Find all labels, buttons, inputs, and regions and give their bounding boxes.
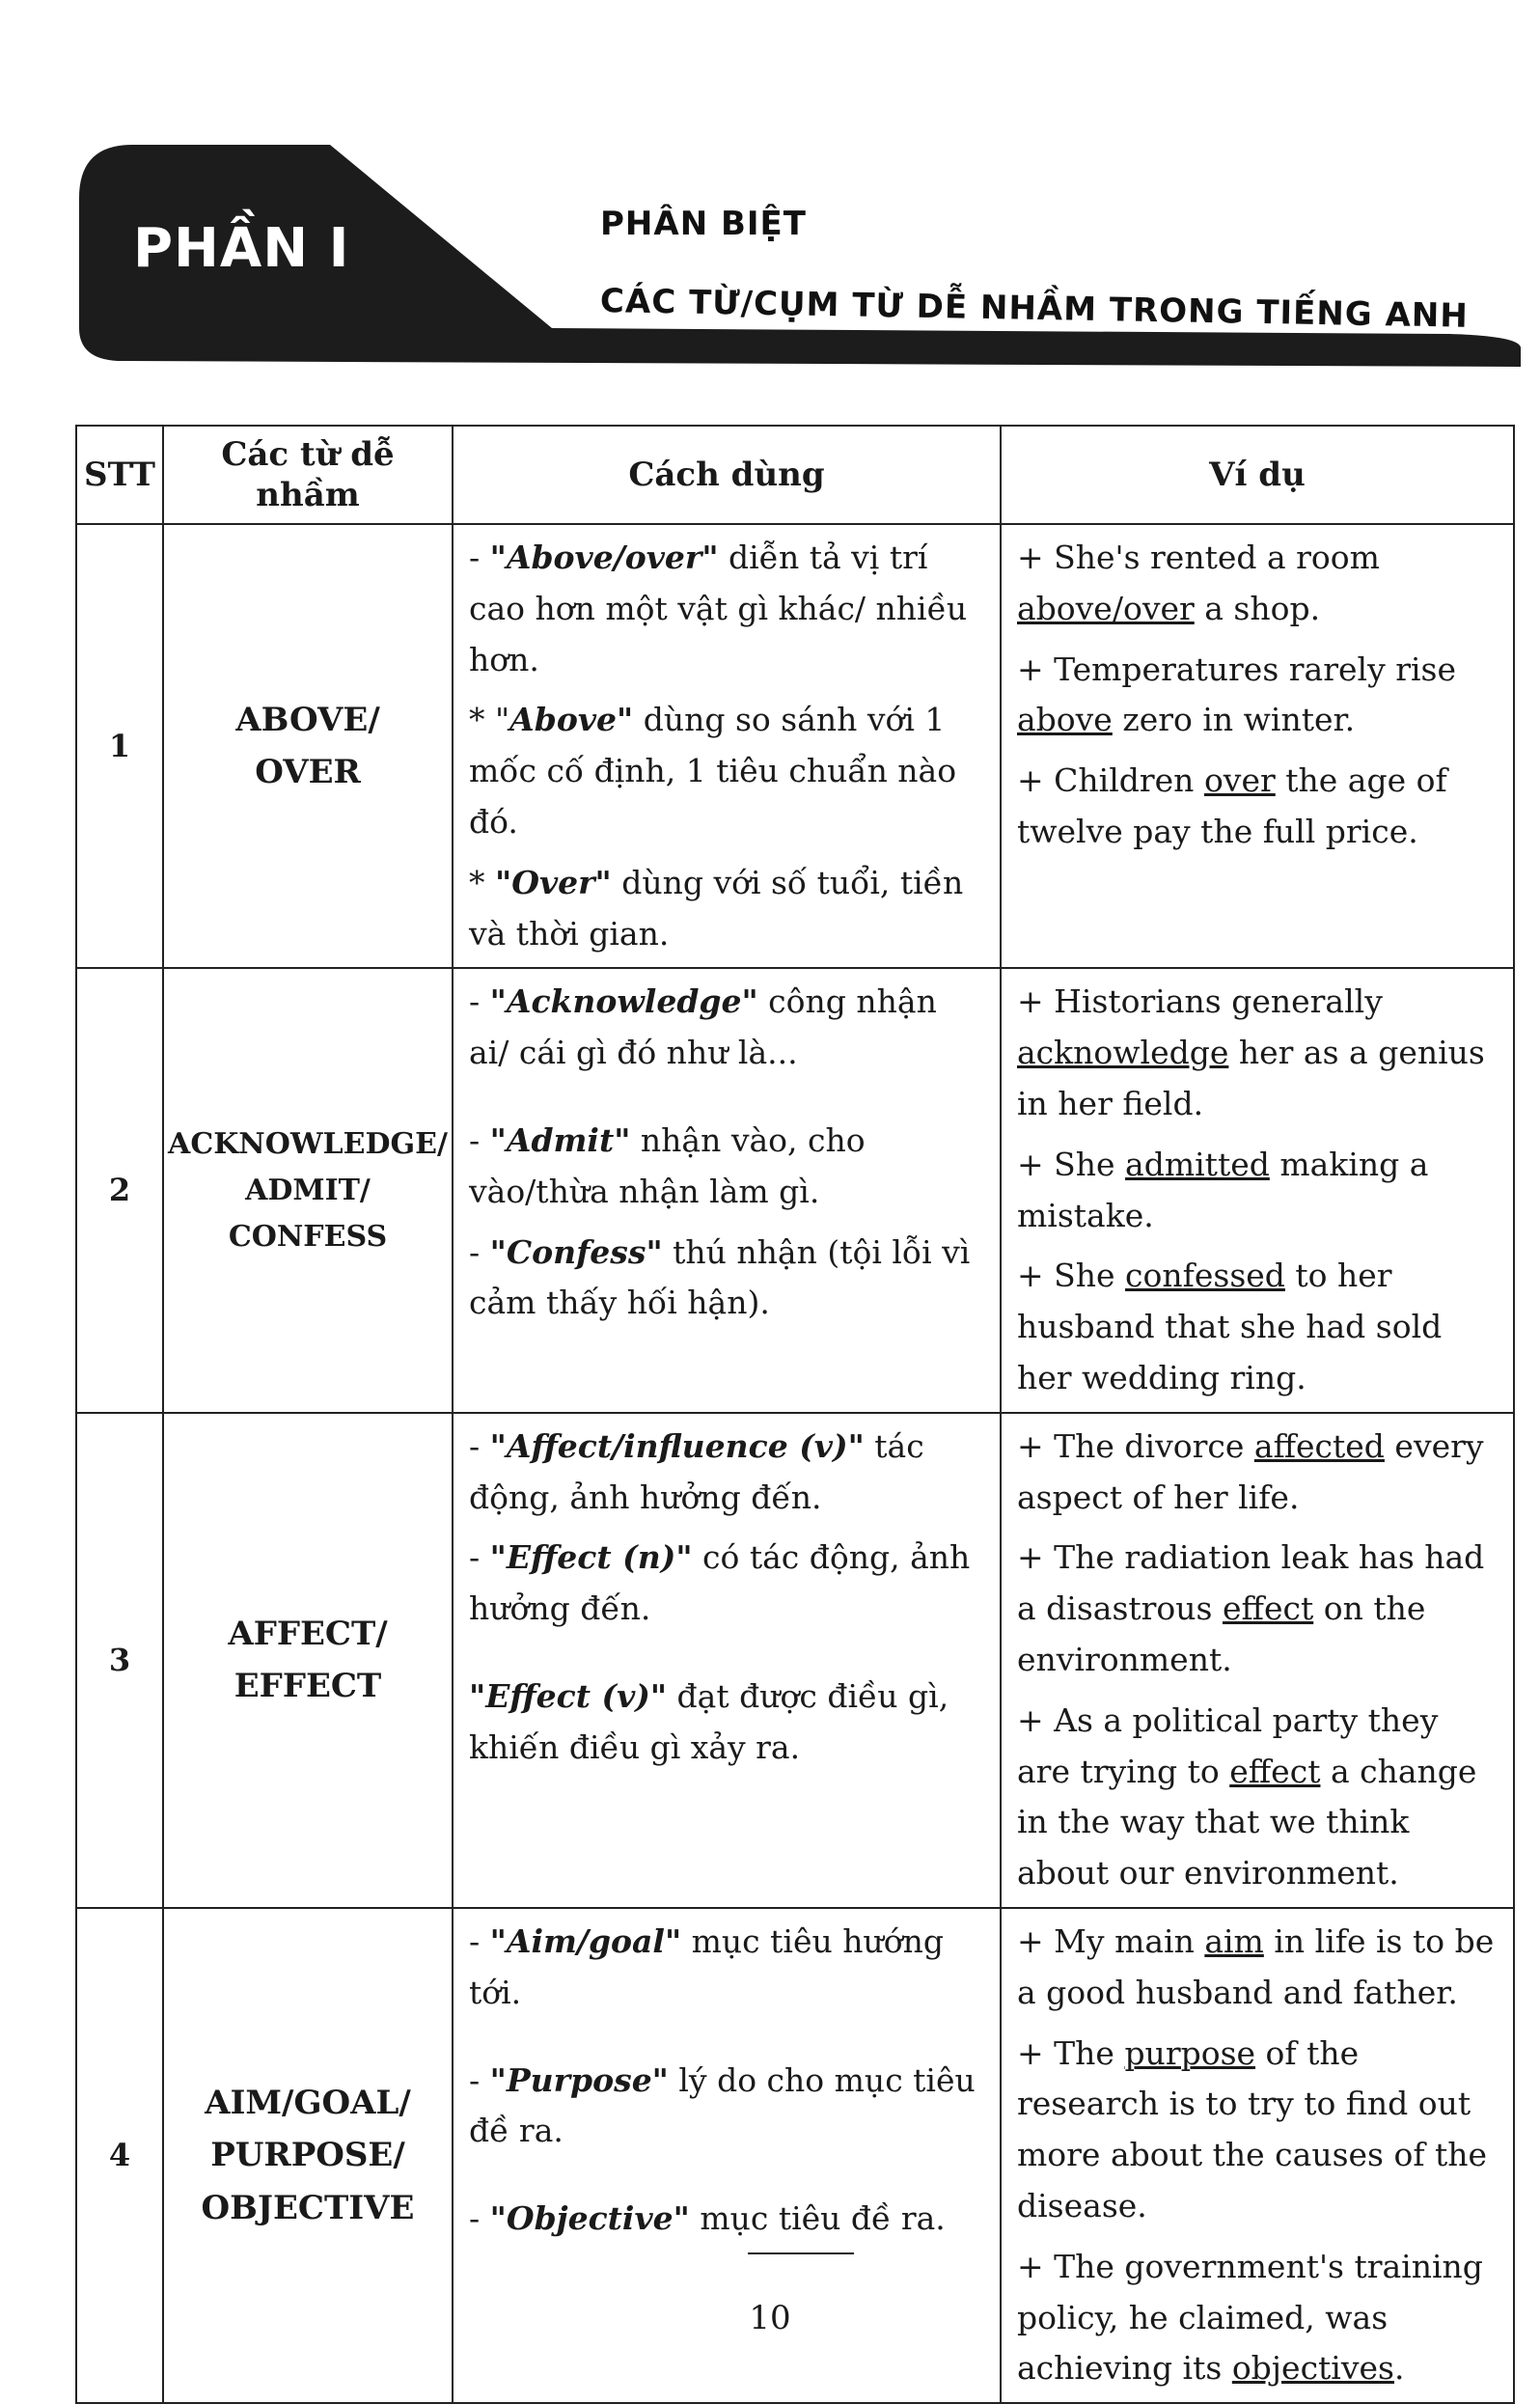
example-text: + My main: [1017, 1921, 1205, 1960]
word-line: CONFESS: [228, 1219, 388, 1254]
table-row: [76, 524, 1514, 968]
example-text: + The radiation leak has had a disastrous: [1017, 1538, 1485, 1628]
word-line: OBJECTIVE: [201, 2188, 415, 2227]
table-header-row: [76, 426, 1514, 524]
column-header-usage: Cách dùng: [453, 426, 1001, 524]
example-item: [1017, 1422, 1499, 1524]
example-keyword: confessed: [1125, 1257, 1285, 1295]
usage-text: có tác động, ảnh hưởng đến.: [469, 1538, 971, 1628]
usage-term: "Purpose": [489, 2060, 669, 2099]
column-header-examples: Ví dụ: [1001, 426, 1514, 524]
usage-item: [469, 695, 986, 847]
example-text: every aspect of her life.: [1017, 1426, 1484, 1516]
example-text: + She: [1017, 1257, 1126, 1295]
example-text: zero in winter.: [1112, 701, 1356, 739]
usage-text: thú nhận (tội lỗi vì cảm thấy hối hận).: [469, 1232, 971, 1322]
comparison-table: [75, 425, 1515, 2404]
usage-prefix: -: [469, 982, 490, 1021]
example-item: [1017, 533, 1499, 635]
usage-text: dùng với số tuổi, tiền và thời gian.: [469, 863, 964, 953]
chapter-header: [79, 145, 1526, 367]
usage-text: mục tiêu hướng tới.: [469, 1921, 944, 2011]
usage-term: "Confess": [489, 1232, 663, 1271]
example-text: + The divorce: [1017, 1426, 1254, 1465]
usage-prefix: -: [469, 539, 490, 576]
example-keyword: admitted: [1125, 1145, 1270, 1183]
footer-divider: [748, 2252, 854, 2254]
example-text: + Children: [1017, 761, 1204, 800]
word-line: OVER: [255, 753, 361, 792]
comparison-table-wrapper: [75, 425, 1513, 2404]
usage-term: "Over": [495, 863, 612, 901]
example-item: [1017, 645, 1499, 747]
example-text: on the environment.: [1017, 1589, 1426, 1678]
example-text: + Temperatures rarely rise: [1017, 649, 1456, 688]
example-text: the age of twelve pay the full price.: [1017, 761, 1447, 850]
example-item: [1017, 2029, 1499, 2232]
example-keyword: above/over: [1017, 589, 1195, 627]
example-text: a change in the way that we think about our environment.: [1017, 1752, 1477, 1893]
word-line: AIM/GOAL/: [205, 2083, 411, 2122]
usage-item: [469, 1672, 986, 1774]
example-item: [1017, 1251, 1499, 1403]
usage-text: mục tiêu đề ra.: [689, 2199, 946, 2238]
word-cell: [163, 968, 453, 1412]
usage-item: [469, 1228, 986, 1330]
word-cell: [163, 524, 453, 968]
usage-term: "Effect (n)": [489, 1538, 693, 1577]
row-number: 2: [76, 968, 163, 1412]
usage-prefix: -: [469, 1538, 490, 1577]
column-header-words: Các từ dễ nhầm: [163, 426, 453, 524]
example-keyword: affected: [1253, 1426, 1385, 1465]
usage-item: [469, 2194, 986, 2245]
usage-item: [469, 1917, 986, 2019]
example-keyword: effect: [1222, 1589, 1314, 1628]
usage-text: công nhận ai/ cái gì đó như là...: [469, 982, 937, 1072]
usage-item: [469, 2056, 986, 2158]
examples-cell: [1001, 524, 1514, 968]
usage-item: [469, 1533, 986, 1635]
example-text: + Historians generally: [1017, 982, 1383, 1021]
usage-prefix: -: [469, 1426, 490, 1465]
usage-text: nhận vào, cho vào/thừa nhận làm gì.: [469, 1120, 866, 1210]
example-keyword: objectives: [1231, 2349, 1394, 2388]
usage-term: "Admit": [489, 1120, 631, 1159]
example-text: + The: [1017, 2033, 1125, 2072]
usage-text: lý do cho mục tiêu đề ra.: [469, 2060, 976, 2150]
example-text: her as a genius in her field.: [1017, 1034, 1485, 1122]
example-keyword: above: [1017, 701, 1113, 739]
part-label: PHẦN I: [133, 217, 350, 280]
row-number: 1: [76, 524, 163, 968]
usage-prefix: -: [469, 2060, 490, 2099]
word-line: EFFECT: [234, 1667, 382, 1706]
usage-prefix: -: [469, 1120, 490, 1159]
example-keyword: purpose: [1124, 2033, 1256, 2072]
usage-term: "Aim/goal": [489, 1921, 682, 1960]
usage-term: "Above/over": [489, 539, 719, 576]
example-item: [1017, 756, 1499, 858]
usage-term: "Effect (v)": [469, 1676, 668, 1715]
example-item: [1017, 1917, 1499, 2019]
usage-cell: [453, 1413, 1001, 1908]
usage-prefix: -: [469, 1921, 490, 1960]
example-text: + As a political party they are trying to: [1017, 1700, 1439, 1790]
usage-cell: [453, 524, 1001, 968]
example-text: + The government's training policy, he claimed, was achieving its: [1017, 2247, 1483, 2388]
example-keyword: over: [1203, 761, 1276, 800]
usage-text: tác động, ảnh hưởng đến.: [469, 1426, 924, 1516]
example-text: + She's rented a room: [1017, 539, 1380, 576]
word-cell: [163, 1413, 453, 1908]
word-line: ADMIT/: [245, 1173, 371, 1207]
example-keyword: effect: [1229, 1752, 1321, 1790]
example-item: [1017, 1140, 1499, 1242]
example-item: [1017, 1696, 1499, 1899]
example-item: [1017, 977, 1499, 1129]
usage-item: [469, 533, 986, 685]
usage-term: "Objective": [489, 2199, 690, 2238]
word-line: AFFECT/: [228, 1614, 388, 1653]
page-number: 10: [749, 2299, 791, 2337]
usage-cell: [453, 968, 1001, 1412]
usage-text: dùng so sánh với 1 mốc cố định, 1 tiêu chuẩn nào đó.: [469, 701, 957, 841]
examples-cell: [1001, 968, 1514, 1412]
usage-term: "Affect/influence (v)": [489, 1426, 865, 1465]
word-line: ACKNOWLEDGE/: [168, 1126, 448, 1161]
example-text: + She: [1017, 1145, 1126, 1183]
header-title-line2: CÁC TỪ/CỤM TỪ DỄ NHẦM TRONG TIẾNG ANH: [599, 282, 1470, 336]
example-item: [1017, 1533, 1499, 1685]
word-line: PURPOSE/: [210, 2136, 405, 2175]
usage-prefix: * ": [469, 701, 510, 739]
usage-prefix: -: [469, 2199, 490, 2238]
row-number: 4: [76, 1908, 163, 2403]
word-line: ABOVE/: [235, 700, 380, 739]
example-text: .: [1393, 2349, 1405, 2388]
row-number: 3: [76, 1413, 163, 1908]
usage-item: [469, 1422, 986, 1524]
usage-item: [469, 858, 986, 960]
examples-cell: [1001, 1413, 1514, 1908]
example-keyword: acknowledge: [1017, 1034, 1229, 1072]
example-text: a shop.: [1194, 589, 1321, 627]
table-row: [76, 1413, 1514, 1908]
example-text: making a mistake.: [1017, 1145, 1429, 1234]
header-title-line1: PHÂN BIỆT: [600, 205, 807, 243]
usage-item: [469, 977, 986, 1079]
example-keyword: aim: [1204, 1921, 1264, 1960]
usage-item: [469, 1116, 986, 1218]
example-text: to her husband that she had sold her wedding ring.: [1017, 1257, 1443, 1396]
usage-text: đạt được điều gì, khiến điều gì xảy ra.: [469, 1676, 949, 1766]
usage-prefix: *: [469, 863, 495, 901]
table-row: [76, 968, 1514, 1412]
example-text: of the research is to try to find out more about the causes of the disease.: [1017, 2033, 1488, 2224]
usage-text: diễn tả vị trí cao hơn một vật gì khác/ nhiều hơn.: [469, 539, 968, 678]
column-header-stt: STT: [76, 426, 163, 524]
usage-prefix: -: [469, 1232, 490, 1271]
usage-term: "Acknowledge": [489, 982, 758, 1021]
example-text: in life is to be a good husband and father.: [1017, 1921, 1495, 2011]
usage-term: Above": [509, 701, 634, 739]
